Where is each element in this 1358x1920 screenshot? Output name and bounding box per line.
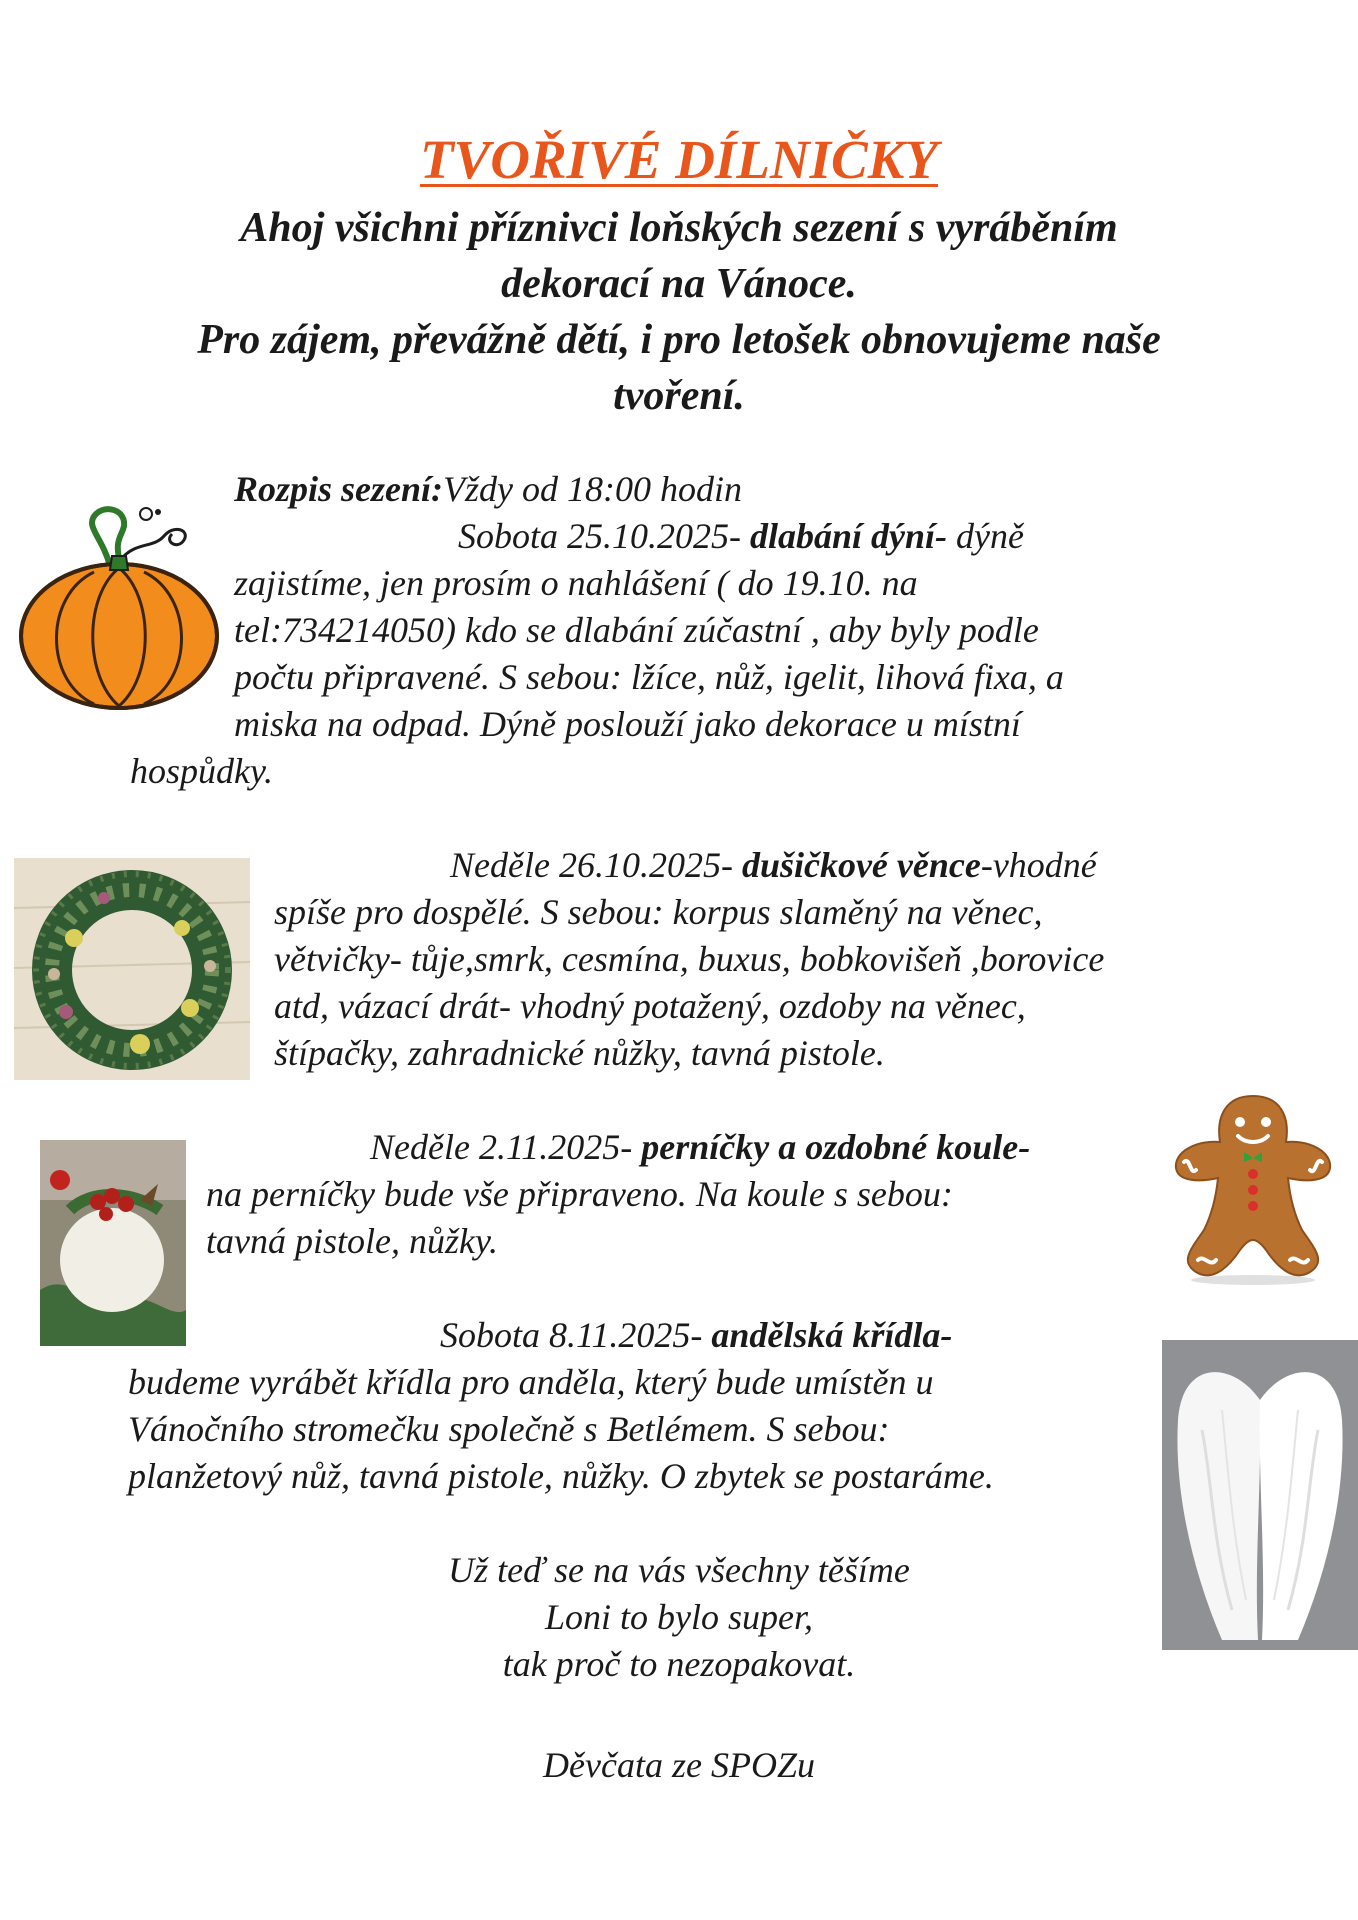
event-line: -vhodné	[980, 845, 1097, 885]
closing-line: Loni to bylo super,	[544, 1597, 813, 1637]
event-line: dýně	[947, 516, 1024, 556]
closing-line: tak proč to nezopakovat.	[502, 1644, 856, 1684]
event-line: tel:734214050) kdo se dlabání zúčastní , aby byly podle	[234, 610, 1039, 650]
closing-line: Už teď se na vás všechny těšíme	[448, 1550, 910, 1590]
event-line: spíše pro dospělé. S sebou: korpus slaměný na věnec,	[274, 892, 1043, 932]
intro-text	[120, 200, 1238, 424]
schedule-label: Rozpis sezení:	[234, 469, 444, 509]
pumpkin-image	[14, 496, 224, 712]
event-line: počtu připravené. S sebou: lžíce, nůž, igelit, lihová fixa, a	[234, 657, 1064, 697]
intro-line: Pro zájem, převážně dětí, i pro letošek obnovujeme naše	[197, 317, 1161, 363]
schedule-time: Vždy od 18:00 hodin	[443, 469, 742, 509]
event-angel-wings	[128, 1312, 994, 1500]
event-wreath	[274, 842, 1104, 1077]
event-line: zajistíme, jen prosím o nahlášení ( do 19.10. na	[234, 563, 918, 603]
event-date: Neděle 2.11.2025-	[370, 1127, 642, 1167]
intro-line: Ahoj všichni příznivci loňských sezení s vyráběním	[240, 205, 1118, 251]
intro-line: tvoření.	[613, 373, 745, 419]
schedule-heading	[234, 466, 742, 513]
event-pumpkin	[130, 513, 1064, 795]
closing-text	[0, 1547, 1358, 1688]
page-title: TVOŘIVÉ DÍLNIČKY	[419, 129, 938, 190]
event-name: dušičkové věnce	[741, 845, 981, 885]
signature: Děvčata ze SPOZu	[543, 1745, 815, 1785]
intro-line: dekorací na Vánoce.	[501, 261, 857, 307]
event-line: štípačky, zahradnické nůžky, tavná pistole.	[274, 1033, 885, 1073]
wreath-image	[14, 858, 250, 1080]
event-line: miska na odpad. Dýně poslouží jako dekorace u místní	[234, 704, 1021, 744]
event-line: budeme vyrábět křídla pro anděla, který bude umístěn u	[128, 1362, 934, 1402]
event-line: tavná pistole, nůžky.	[206, 1221, 498, 1261]
event-gingerbread	[206, 1124, 1030, 1265]
event-name: perníčky a ozdobné koule-	[641, 1127, 1031, 1167]
event-date: Neděle 26.10.2025-	[450, 845, 742, 885]
event-line: Vánočního stromečku společně s Betlémem. S sebou:	[128, 1409, 890, 1449]
gingerbread-image	[1170, 1090, 1336, 1286]
event-line: na perníčky bude vše připraveno. Na koule s sebou:	[206, 1174, 953, 1214]
event-date: Sobota 25.10.2025-	[458, 516, 750, 556]
event-line: větvičky- tůje,smrk, cesmína, buxus, bobkovišeň ,borovice	[274, 939, 1105, 979]
event-line: hospůdky.	[130, 751, 273, 791]
event-line: planžetový nůž, tavná pistole, nůžky. O zbytek se postaráme.	[128, 1456, 994, 1496]
event-line: atd, vázací drát- vhodný potažený, ozdoby na věnec,	[274, 986, 1026, 1026]
event-name: dlabání dýní-	[750, 516, 948, 556]
event-name: andělská křídla-	[711, 1315, 953, 1355]
event-date: Sobota 8.11.2025-	[440, 1315, 712, 1355]
